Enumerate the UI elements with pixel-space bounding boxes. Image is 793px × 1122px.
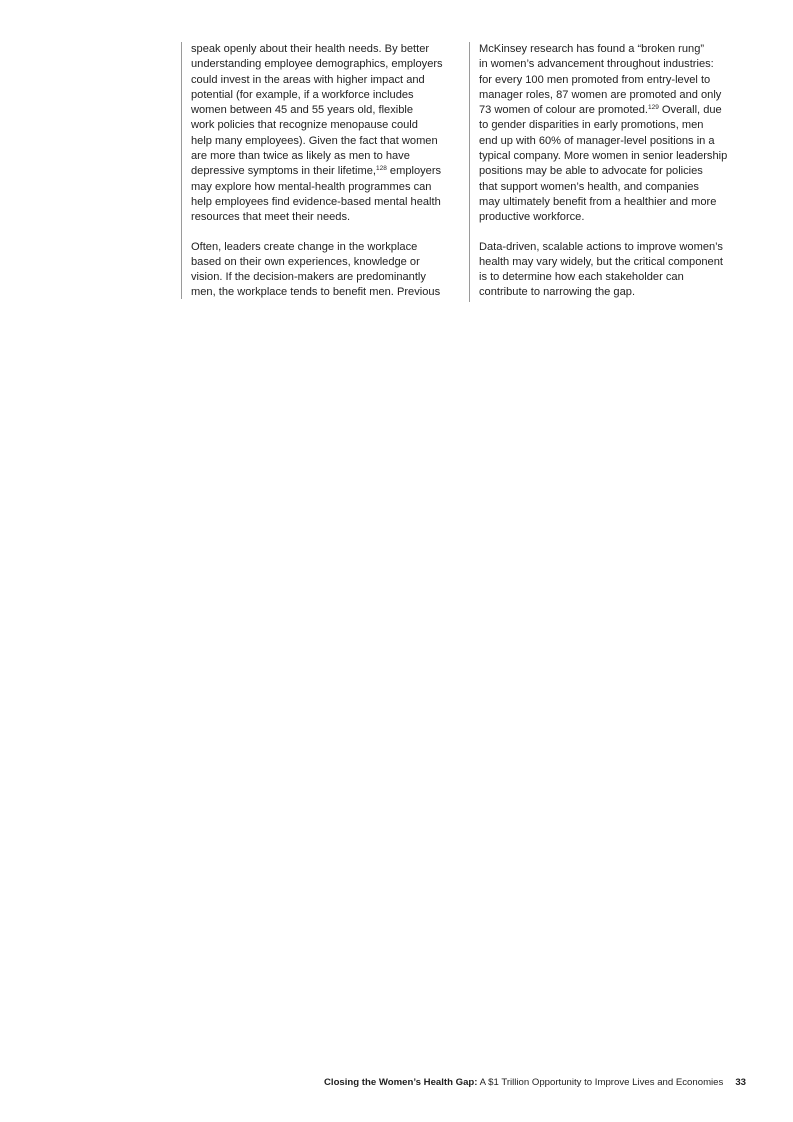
text-line: understanding employee demographics, employers <box>191 58 443 71</box>
text-line: may ultimately benefit from a healthier and more <box>479 195 717 208</box>
text-line: productive workforce. <box>479 211 585 224</box>
left-text-column <box>181 42 457 299</box>
footnote-ref-129[interactable]: 129 <box>647 104 659 112</box>
text-fragment: employers <box>386 165 442 178</box>
text-line: men, the workplace tends to benefit men. Previous <box>191 286 441 299</box>
right-paragraph-2 <box>479 240 759 301</box>
text-line: resources that meet their needs. <box>191 211 351 224</box>
text-line: for every 100 men promoted from entry-level to <box>479 73 711 86</box>
text-line: women between 45 and 55 years old, flexible <box>191 104 414 117</box>
text-line: is to determine how each stakeholder can <box>479 271 684 284</box>
text-fragment: Overall, due <box>658 104 722 117</box>
text-line: potential (for example, if a workforce includes <box>191 88 414 101</box>
text-line: based on their own experiences, knowledge or <box>191 255 420 268</box>
text-line-with-footnote <box>191 164 457 179</box>
text-line: speak openly about their health needs. By better <box>191 43 430 55</box>
text-line: help many employees). Given the fact that women <box>191 134 438 147</box>
text-line: work policies that recognize menopause could <box>191 119 418 132</box>
text-line: vision. If the decision-makers are predominantly <box>191 271 426 284</box>
text-line: positions may be able to advocate for policies <box>479 165 703 178</box>
left-paragraph-1 <box>191 42 457 226</box>
left-paragraph-2 <box>191 240 457 301</box>
text-line: contribute to narrowing the gap. <box>479 286 636 299</box>
text-fragment: depressive symptoms in their lifetime, <box>191 165 376 178</box>
right-paragraph-1 <box>479 42 759 226</box>
footer-report-title: Closing the Women’s Health Gap: <box>323 1077 478 1088</box>
text-line: Data-driven, scalable actions to improve women’s <box>479 240 723 253</box>
page-footer <box>324 1077 746 1088</box>
footer-report-subtitle: A $1 Trillion Opportunity to Improve Lives and Economies <box>477 1077 724 1088</box>
text-line: typical company. More women in senior leadership <box>479 150 728 163</box>
text-line: McKinsey research has found a “broken rung” <box>479 43 705 55</box>
text-line: in women’s advancement throughout industries: <box>479 58 714 71</box>
text-line: could invest in the areas with higher impact and <box>191 73 425 86</box>
text-line: to gender disparities in early promotions, men <box>479 119 704 132</box>
text-line: may explore how mental-health programmes can <box>191 180 432 193</box>
text-line: manager roles, 87 women are promoted and only <box>479 88 722 101</box>
text-line: health may vary widely, but the critical component <box>479 255 723 268</box>
page-number: 33 <box>735 1077 746 1088</box>
footnote-ref-128[interactable]: 128 <box>375 165 387 173</box>
text-fragment: 73 women of colour are promoted. <box>479 104 648 117</box>
text-line-with-footnote <box>479 103 759 118</box>
right-text-column <box>469 42 759 302</box>
text-line: are more than twice as likely as men to have <box>191 150 410 163</box>
text-line: help employees find evidence-based mental health <box>191 195 441 208</box>
text-line: that support women’s health, and companies <box>479 180 699 193</box>
text-line: Often, leaders create change in the workplace <box>191 240 418 253</box>
text-line: end up with 60% of manager-level positions in a <box>479 134 715 147</box>
